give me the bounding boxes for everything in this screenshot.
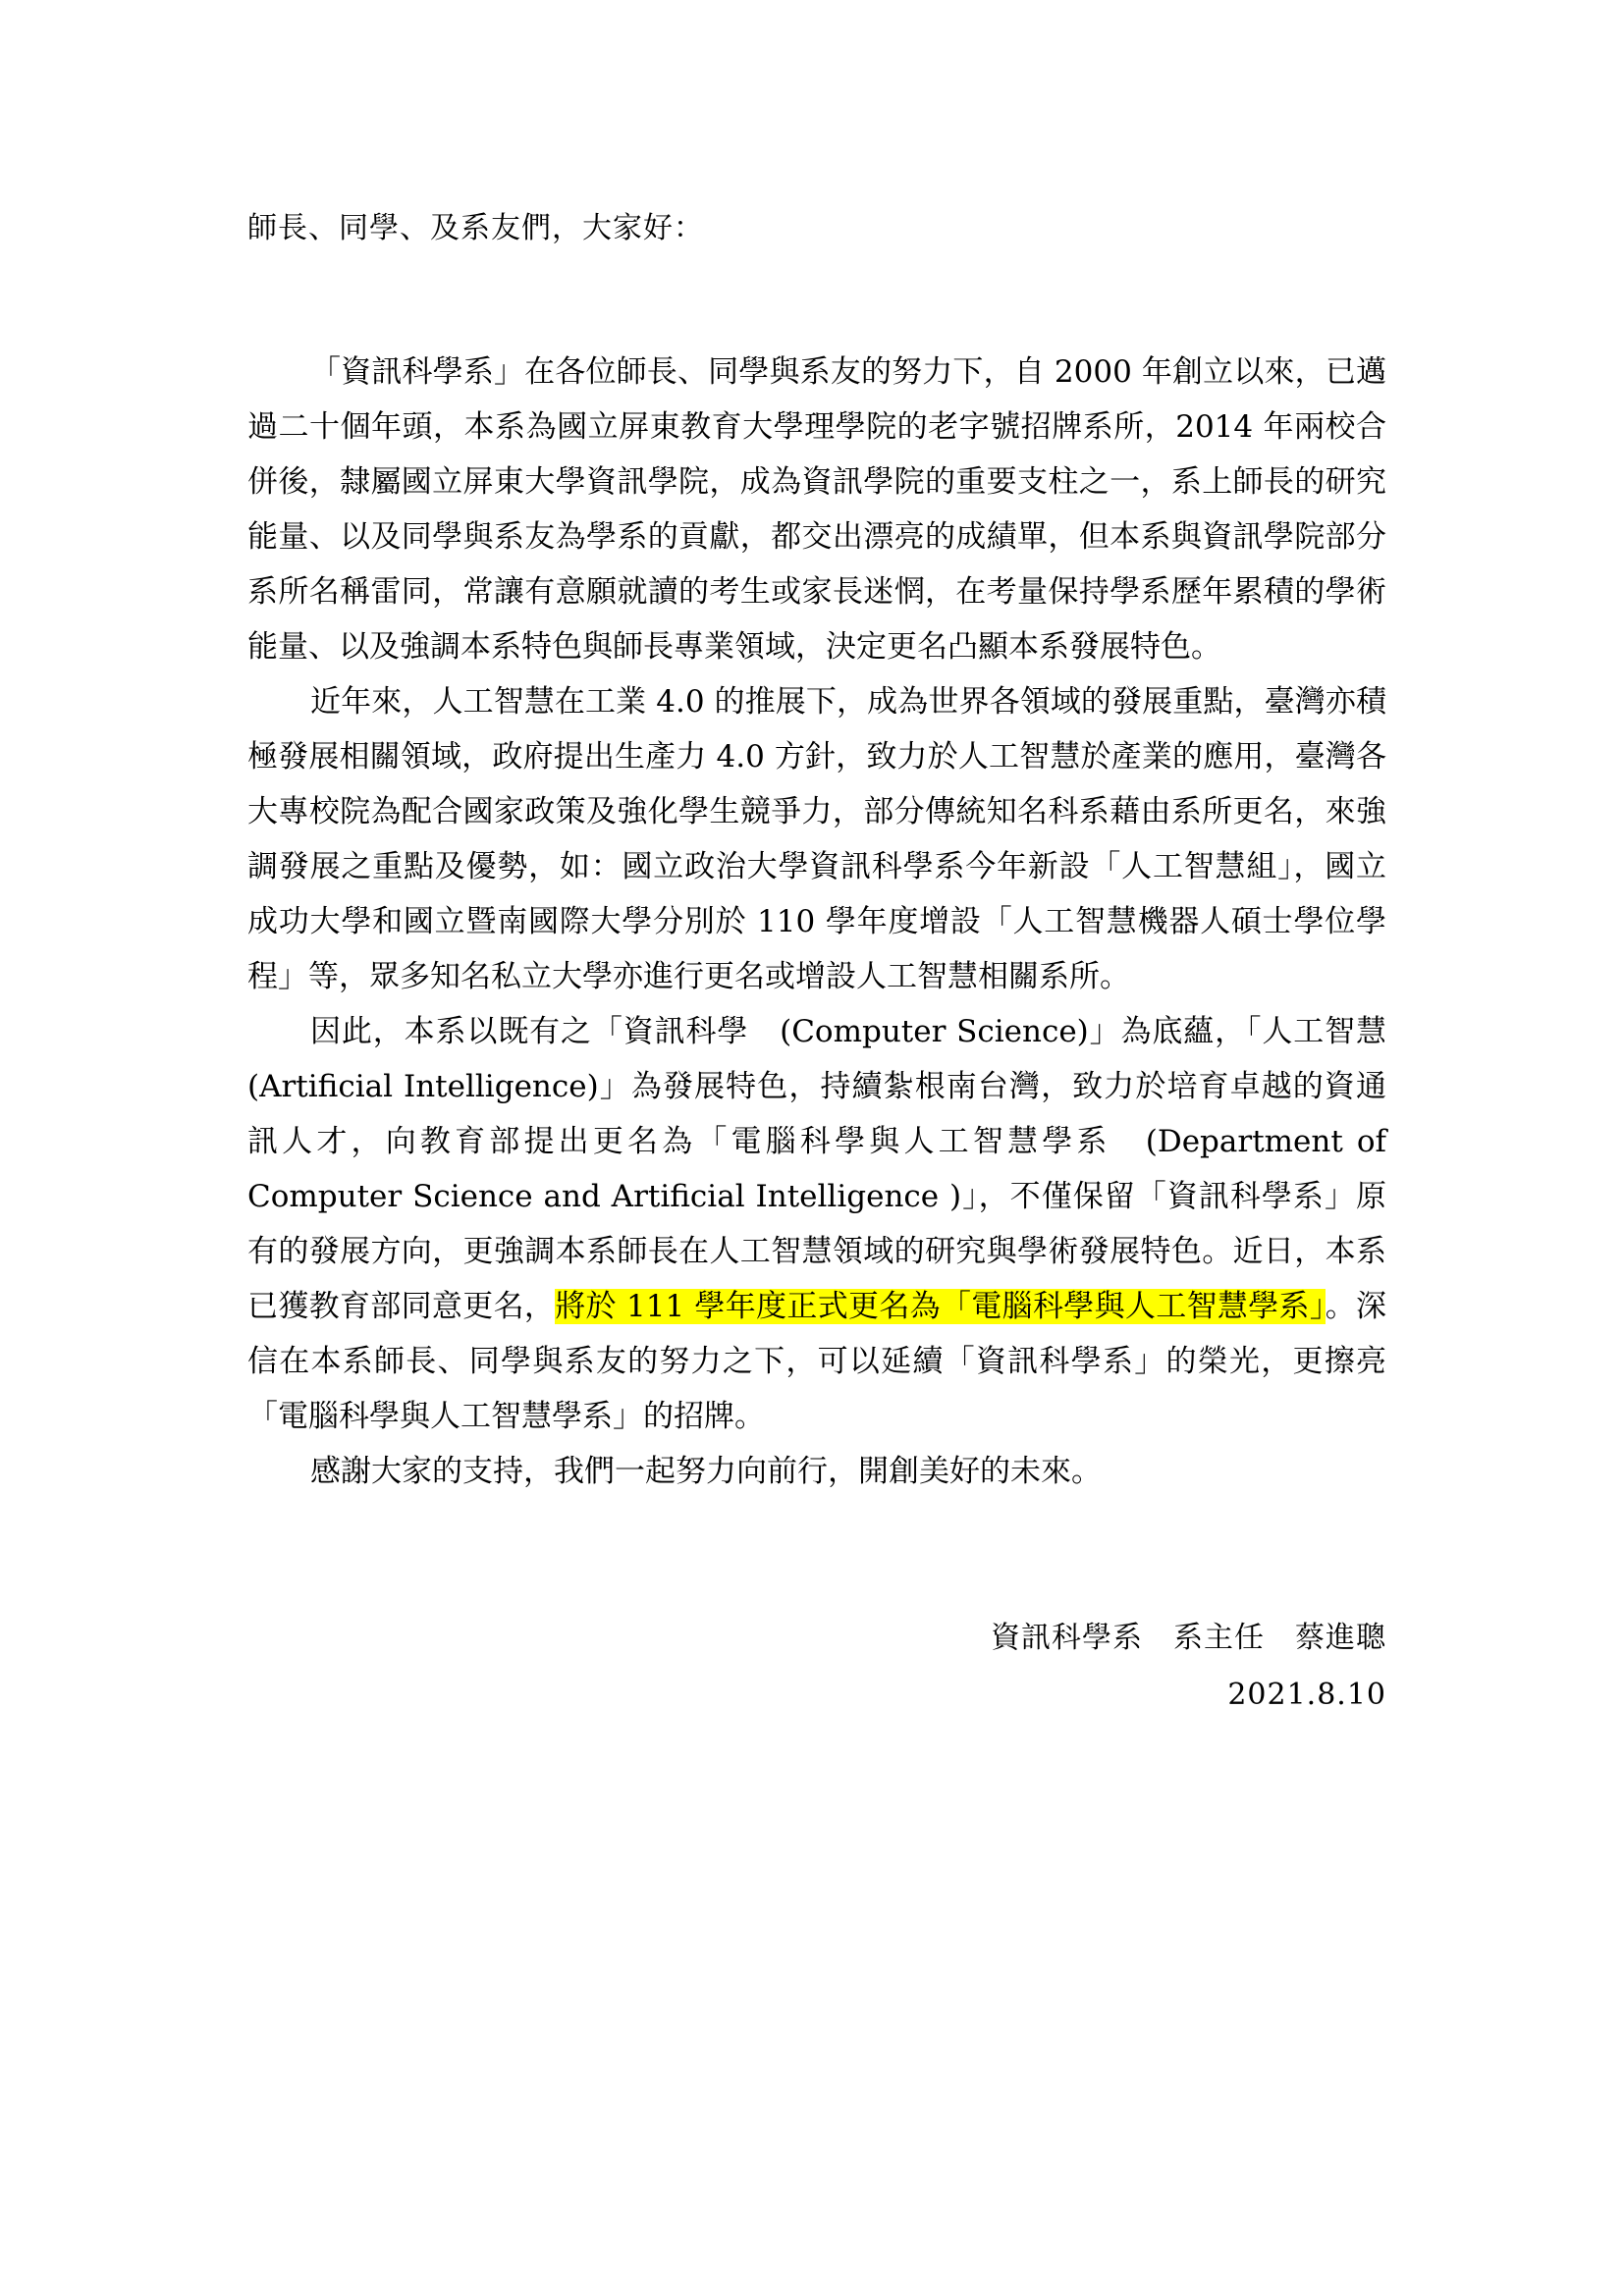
- paragraph-2: 近年來，人工智慧在工業 4.0 的推展下，成為世界各領域的發展重點，臺灣亦積極發展相關領域，政府提出生產力 4.0 方針，致力於人工智慧於產業的應用，臺灣各大專校院為配合國家政策及強化學生競爭力，部分傳統知名科系藉由系所更名，來強調發展之重點及優勢，如：國立政治大學資訊科學系今年新設「人工智慧組」，國立成功大學和國立暨南國際大學分別於 110 學年度增設「人工智慧機器人碩士學位學程」等，眾多知名私立大學亦進行更名或增設人工智慧相關系所。: [247, 684, 1386, 994]
- highlighted-rename-notice: 將於 111 學年度正式更名為「電腦科學與人工智慧學系」: [555, 1289, 1326, 1324]
- paragraph-3-text-after: 。深信在本系師長、同學與系友的努力之下，可以延續「資訊科學系」的榮光，更擦亮「電腦科學與人工智慧學系」的招牌。: [247, 1289, 1387, 1434]
- paragraph-4: 感謝大家的支持，我們一起努力向前行，開創美好的未來。: [310, 1454, 1102, 1489]
- paragraph-3: [247, 1004, 1386, 1444]
- greeting: 師長、同學、及系友們，大家好：: [247, 211, 704, 245]
- letter-body: [247, 345, 1386, 1499]
- signature-date: 2021.8.10: [1227, 1678, 1386, 1712]
- paragraph-3-text-before: 因此，本系以既有之「資訊科學 (Computer Science)」為底蘊，「人工智慧 (Artificial Intelligence)」為發展特色，持續紮根南台灣，致力於培育卓越的資通訊人才，向教育部提出更名為「電腦科學與人工智慧學系 (Department of Computer Science and Artificial Intelligence )」，不僅保留「資訊科學系」原有的發展方向，更強調本系師長在人工智慧領域的研究與學術發展特色。近日，本系已獲教育部同意更名，: [247, 1014, 1386, 1324]
- signature-name: 資訊科學系 系主任 蔡進聰: [991, 1621, 1386, 1655]
- letter-page: [247, 201, 1387, 1712]
- signature-block: [991, 1610, 1386, 1724]
- paragraph-1: 「資訊科學系」在各位師長、同學與系友的努力下，自 2000 年創立以來，已邁過二十個年頭，本系為國立屏東教育大學理學院的老字號招牌系所，2014 年兩校合併後，隸屬國立屏東大學資訊學院，成為資訊學院的重要支柱之一，系上師長的研究能量、以及同學與系友為學系的貢獻，都交出漂亮的成績單，但本系與資訊學院部分系所名稱雷同，常讓有意願就讀的考生或家長迷惘，在考量保持學系歷年累積的學術能量、以及強調本系特色與師長專業領域，決定更名凸顯本系發展特色。: [247, 354, 1386, 665]
